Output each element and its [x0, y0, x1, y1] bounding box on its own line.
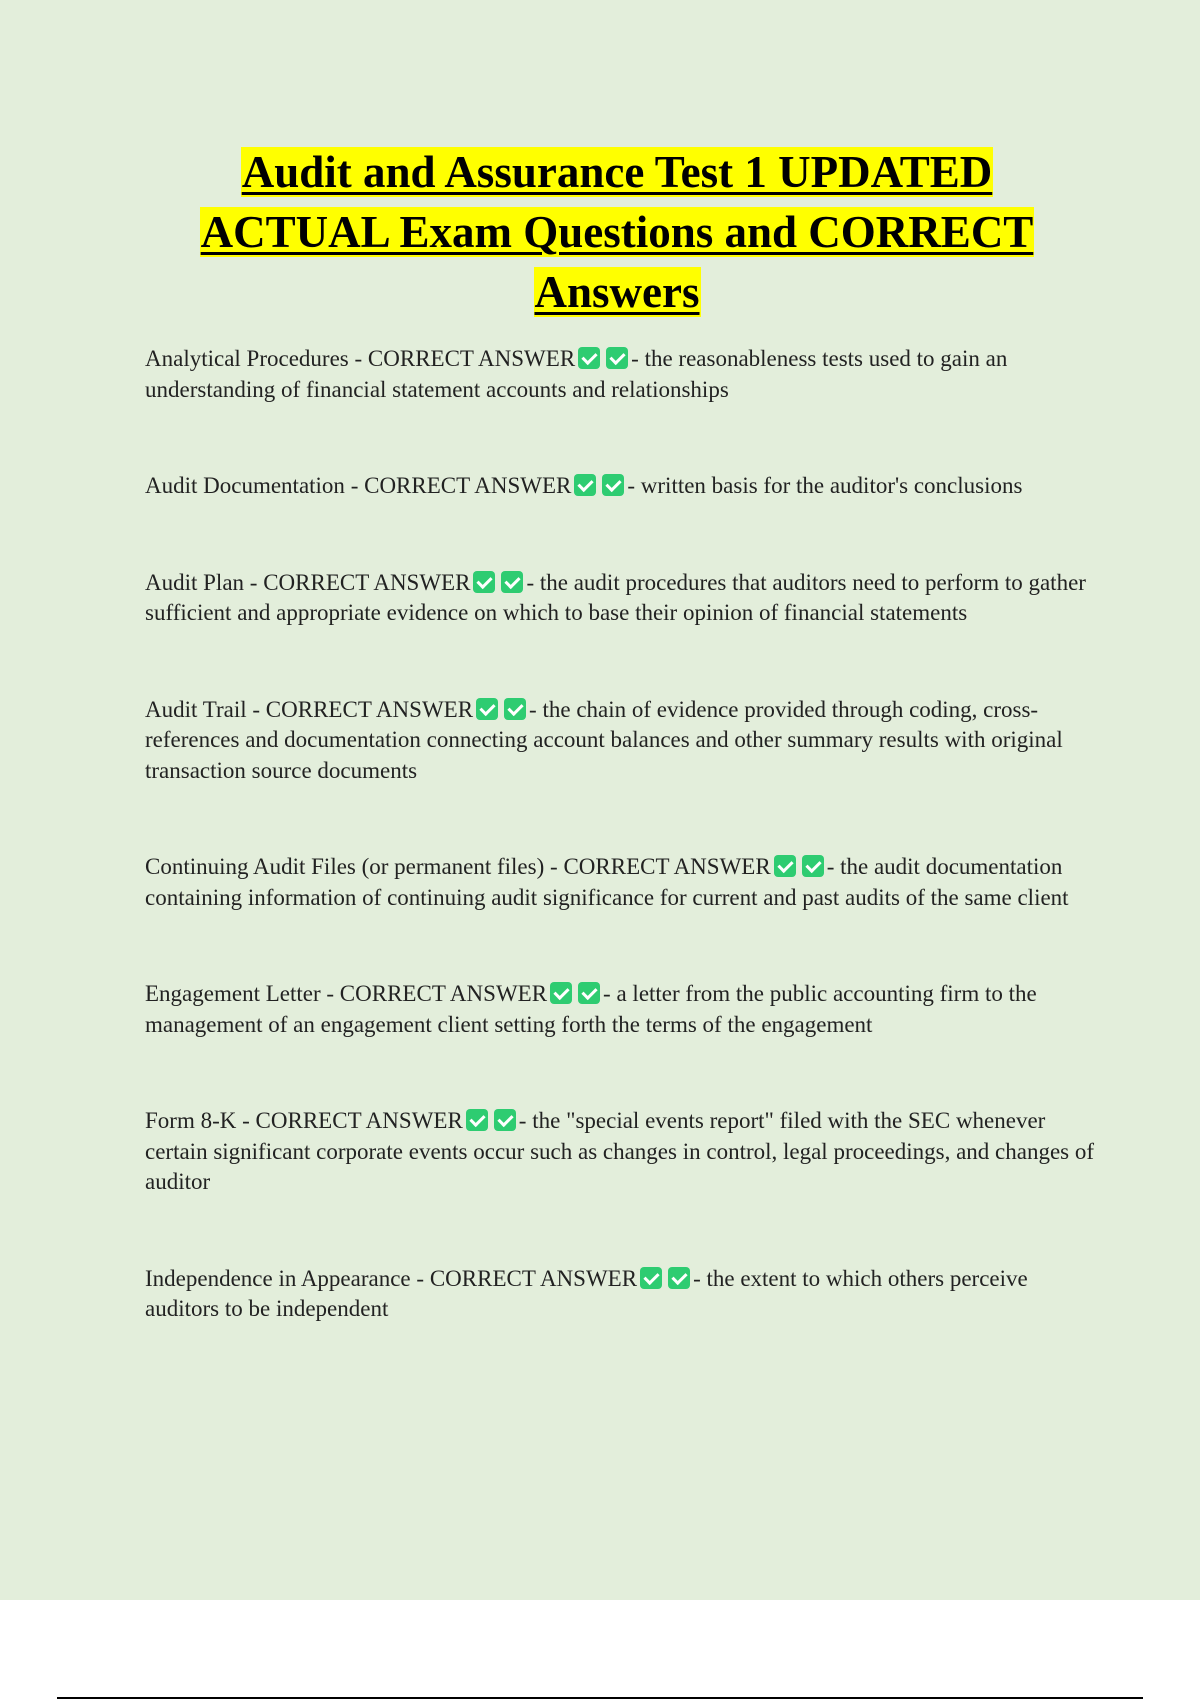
qa-entry: Engagement Letter - CORRECT ANSWER - a letter from the public accounting firm to the management of an engagement client setting forth the terms of the engagement [145, 981, 1037, 1037]
answer-label: CORRECT ANSWER [367, 346, 576, 371]
entry-definition: the "special events report" filed with the SEC whenever certain significant corporate events occur such as changes in control, legal proceedings, and changes of auditor [145, 1108, 1095, 1194]
answer-label: CORRECT ANSWER [263, 569, 471, 595]
check-mark-icon [802, 855, 824, 877]
document-title [90, 142, 1144, 322]
answer-label: CORRECT ANSWER [563, 854, 771, 879]
check-mark-icon [466, 1109, 488, 1131]
check-mark-icon [578, 347, 600, 369]
check-mark-icon [578, 982, 600, 1004]
entry-term: Continuing Audit Files (or permanent files) [145, 854, 545, 879]
entry-term: Analytical Procedures [145, 346, 349, 371]
check-mark-icon [574, 474, 596, 496]
qa-entry: Audit Documentation - CORRECT ANSWER - written basis for the auditor's conclusions [145, 473, 1023, 498]
qa-entry: Audit Plan - CORRECT ANSWER - the audit procedures that auditors need to perform to gather sufficient and appropriate evidence on which to base their opinion of financial statements [145, 569, 1086, 625]
entry-definition: the extent to which others perceive auditors to be independent [145, 1265, 1028, 1321]
qa-list [145, 344, 1095, 1391]
title-line-3: Answers [534, 267, 700, 317]
entry-term: Audit Trail [145, 696, 247, 722]
entry-term: Audit Documentation [145, 473, 345, 498]
check-mark-icon [550, 982, 572, 1004]
check-mark-icon [774, 855, 796, 877]
title-line-2: ACTUAL Exam Questions and CORRECT [200, 207, 1034, 257]
check-mark-icon [606, 347, 628, 369]
check-mark-icon [668, 1267, 690, 1289]
entry-definition: the reasonableness tests used to gain an understanding of financial statement accounts and relationships [145, 346, 1008, 402]
qa-entry: Analytical Procedures - CORRECT ANSWER - the reasonableness tests used to gain an understanding of financial statement accounts and relationships [145, 346, 1008, 402]
answer-label: CORRECT ANSWER [364, 473, 572, 498]
entry-definition: the audit documentation containing information of continuing audit significance for current and past audits of the same client [145, 854, 1069, 910]
check-mark-icon [501, 571, 523, 593]
footer-divider [57, 1697, 1143, 1699]
answer-label: CORRECT ANSWER [429, 1265, 638, 1291]
entry-term: Audit Plan [145, 569, 245, 595]
qa-entry: Independence in Appearance - CORRECT ANSWER - the extent to which others perceive auditors to be independent [145, 1265, 1028, 1321]
answer-label: CORRECT ANSWER [265, 696, 474, 722]
check-mark-icon [473, 571, 495, 593]
entry-definition: the audit procedures that auditors need to perform to gather sufficient and appropriate evidence on which to base their opinion of financial statements [145, 569, 1086, 625]
entry-term: Engagement Letter [145, 981, 321, 1006]
entry-definition: written basis for the auditor's conclusions [640, 473, 1023, 498]
check-mark-icon [602, 474, 624, 496]
qa-entry: Continuing Audit Files (or permanent files) - CORRECT ANSWER - the audit documentation containing information of continuing audit significance for current and past audits of the same client [145, 854, 1069, 910]
entry-definition: the chain of evidence provided through coding, cross-references and documentation connecting account balances and other summary results with original transaction source documents [145, 696, 1063, 783]
entry-term: Independence in Appearance [145, 1265, 411, 1291]
qa-entry: Form 8-K - CORRECT ANSWER - the "special events report" filed with the SEC whenever certain significant corporate events occur such as changes in control, legal proceedings, and changes of auditor [145, 1108, 1095, 1194]
check-mark-icon [494, 1109, 516, 1131]
qa-entry: Audit Trail - CORRECT ANSWER - the chain of evidence provided through coding, cross-references and documentation connecting account balances and other summary results with original transaction source documents [145, 696, 1063, 783]
entry-definition: a letter from the public accounting firm to the management of an engagement client setting forth the terms of the engagement [145, 981, 1037, 1037]
check-mark-icon [476, 698, 498, 720]
answer-label: CORRECT ANSWER [339, 981, 548, 1006]
answer-label: CORRECT ANSWER [255, 1108, 463, 1133]
entry-term: Form 8-K [145, 1108, 237, 1133]
check-mark-icon [640, 1267, 662, 1289]
check-mark-icon [504, 698, 526, 720]
title-line-1: Audit and Assurance Test 1 UPDATED [241, 147, 993, 197]
